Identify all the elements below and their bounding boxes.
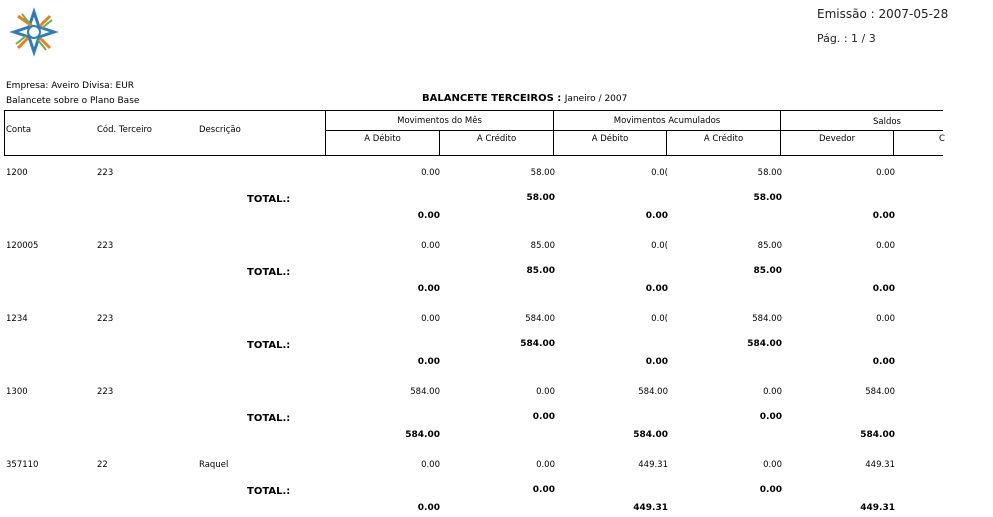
total-label: TOTAL.: [247, 413, 291, 424]
col-conta: Conta [6, 125, 32, 135]
row-value: 0.00 [421, 241, 440, 251]
row-value: 0.00 [421, 314, 440, 324]
row-value: 0.00 [876, 241, 895, 251]
row-value: 584.00 [638, 387, 668, 397]
third-party-code: 223 [97, 387, 114, 397]
row-value: 584.00 [865, 387, 895, 397]
total-label: TOTAL.: [247, 267, 291, 278]
row-value: 584.00 [410, 387, 440, 397]
total-label: TOTAL.: [247, 194, 291, 205]
total-value: 0.00 [532, 485, 555, 495]
total-value: 584.00 [747, 339, 782, 349]
total-value: 0.00 [645, 357, 668, 367]
account-code: 1200 [6, 168, 28, 178]
row-value: 584.00 [525, 314, 555, 324]
third-party-code: 223 [97, 241, 114, 251]
account-code: 120005 [6, 241, 39, 251]
row-value: 0.0( [651, 314, 668, 324]
account-code: 1234 [6, 314, 28, 324]
page-number: Pág. : 1 / 3 [817, 32, 876, 45]
total-value: 0.00 [645, 284, 668, 294]
total-value: 584.00 [633, 430, 668, 440]
col-credor: C [939, 134, 945, 144]
emission-date: Emissão : 2007-05-28 [817, 7, 949, 21]
total-value: 58.00 [753, 193, 782, 203]
col-cod-terceiro: Cód. Terceiro [97, 125, 152, 135]
total-value: 584.00 [860, 430, 895, 440]
col-acum-credito: A Crédito [703, 134, 744, 144]
total-value: 85.00 [753, 266, 782, 276]
row-value: 0.00 [876, 168, 895, 178]
total-value: 85.00 [526, 266, 555, 276]
total-label: TOTAL.: [247, 340, 291, 351]
row-value: 0.0( [651, 241, 668, 251]
col-mov-acum: Movimentos Acumulados [613, 116, 721, 126]
account-description: Raquel [199, 460, 229, 470]
report-title [422, 93, 627, 104]
report-title-main: BALANCETE TERCEIROS : [422, 93, 562, 104]
row-value: 584.00 [752, 314, 782, 324]
total-value: 449.31 [860, 503, 895, 513]
account-code: 1300 [6, 387, 28, 397]
col-mov-mes: Movimentos do Mês [397, 116, 482, 126]
total-value: 584.00 [405, 430, 440, 440]
total-value: 0.00 [417, 357, 440, 367]
total-value: 0.00 [759, 485, 782, 495]
row-value: 58.00 [530, 168, 555, 178]
company-logo [12, 10, 56, 54]
row-value: 0.00 [763, 387, 782, 397]
col-mes-credito: A Crédito [476, 134, 517, 144]
col-mes-debito: A Débito [364, 134, 401, 144]
row-value: 0.00 [421, 460, 440, 470]
third-party-code: 22 [97, 460, 108, 470]
row-value: 85.00 [530, 241, 555, 251]
row-value: 0.00 [763, 460, 782, 470]
total-value: 0.00 [532, 412, 555, 422]
total-value: 0.00 [417, 503, 440, 513]
row-value: 0.00 [876, 314, 895, 324]
total-value: 449.31 [633, 503, 668, 513]
total-value: 0.00 [417, 211, 440, 221]
total-value: 58.00 [526, 193, 555, 203]
row-value: 58.00 [757, 168, 782, 178]
row-value: 449.31 [865, 460, 895, 470]
third-party-code: 223 [97, 168, 114, 178]
row-value: 0.00 [536, 387, 555, 397]
total-value: 0.00 [872, 284, 895, 294]
col-descricao: Descrição [199, 125, 241, 135]
total-value: 0.00 [872, 357, 895, 367]
total-value: 584.00 [520, 339, 555, 349]
row-value: 0.00 [536, 460, 555, 470]
total-value: 0.00 [872, 211, 895, 221]
company-info: Empresa: Aveiro Divisa: EUR [6, 81, 135, 91]
row-value: 85.00 [757, 241, 782, 251]
row-value: 449.31 [638, 460, 668, 470]
col-saldos: Saldos [873, 117, 901, 127]
row-value: 0.00 [421, 168, 440, 178]
report-period: Janeiro / 2007 [564, 94, 628, 104]
row-value: 0.0( [651, 168, 668, 178]
account-code: 357110 [6, 460, 39, 470]
total-value: 0.00 [417, 284, 440, 294]
total-label: TOTAL.: [247, 486, 291, 497]
total-value: 0.00 [759, 412, 782, 422]
total-value: 0.00 [645, 211, 668, 221]
third-party-code: 223 [97, 314, 114, 324]
col-acum-debito: A Débito [591, 134, 629, 144]
col-devedor: Devedor [818, 134, 856, 144]
plan-info: Balancete sobre o Plano Base [6, 96, 140, 106]
